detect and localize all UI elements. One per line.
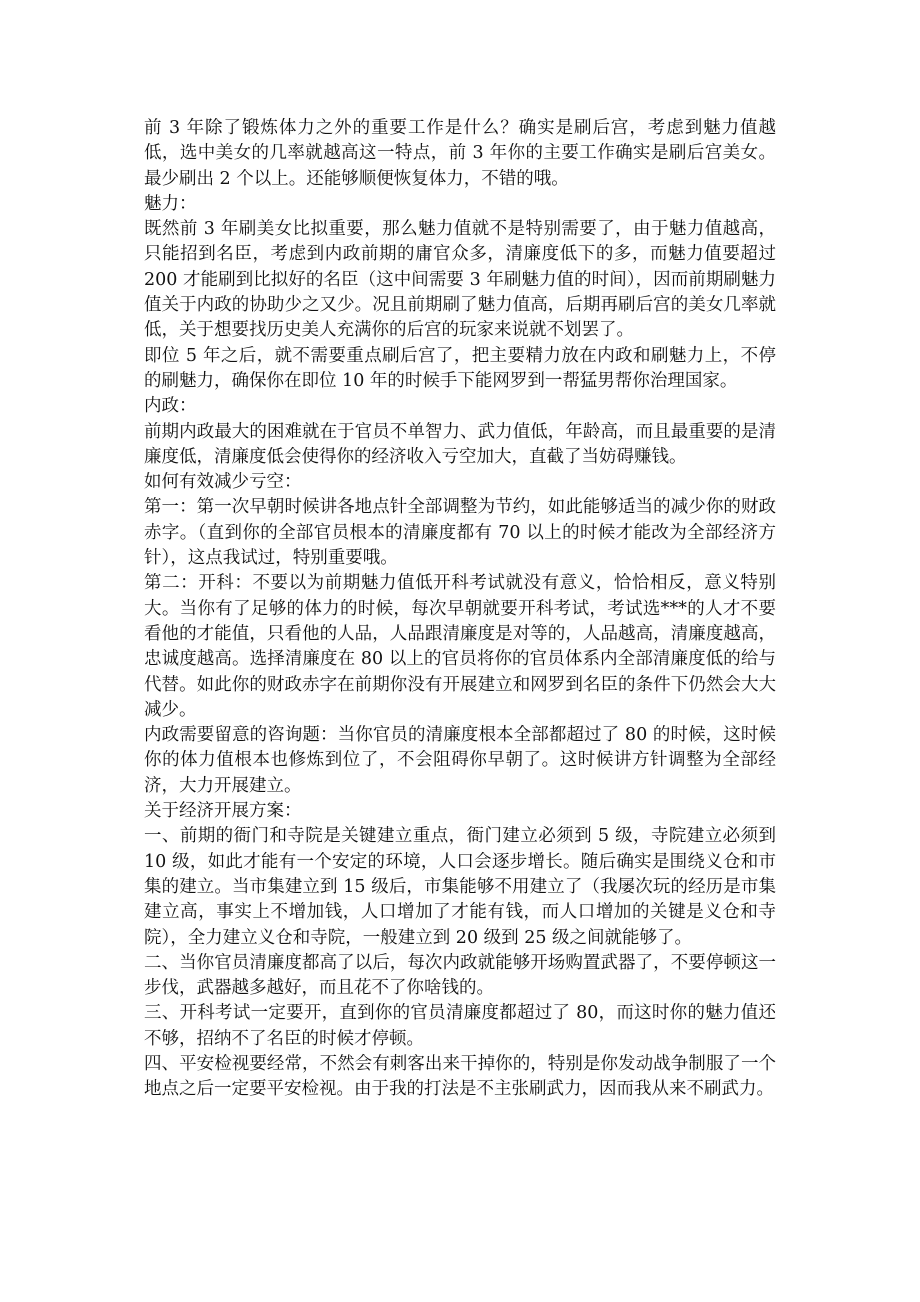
paragraph-internal-notes: 内政需要留意的咨询题：当你官员的清廉度根本全部都超过了 80 的时候，这时候你的体力值根本也修炼到位了，不会阻碍你早朝了。这时候讲方针调整为全部经济，大力开展建立。 (144, 725, 776, 796)
paragraph-charm: 既然前 3 年刷美女比拟重要，那么魅力值就不是特别需要了，由于魅力值越高，只能招到名臣，考虑到内政前期的庸官众多，清廉度低下的多，而魅力值要超过 200 才能刷到比拟好的名臣（这中间需要 3 年刷魅力值的时间），因而前期刷魅力值关于内政的协助少之又少。况且前期刷了魅力值高，后期再刷后宫的美女几率就低，关于想要找历史美人充满你的后宫的玩家来说就不划罢了。 (144, 219, 776, 341)
paragraph-harem-intro: 前 3 年除了锻炼体力之外的重要工作是什么？确实是刷后宫，考虑到魅力值越低，选中美女的几率就越高这一特点，前 3 年你的主要工作确实是刷后宫美女。最少刷出 2 个以上。还能够顺便恢复体力，不错的哦。 (144, 118, 776, 189)
paragraph-internal-affairs: 前期内政最大的困难就在于官员不单智力、武力值低，年龄高，而且最重要的是清廉度低，清廉度低会使得你的经济收入亏空加大，直截了当妨碍赚钱。 (144, 421, 776, 467)
heading-reduce-deficit: 如何有效减少亏空： (144, 472, 302, 493)
heading-internal-affairs: 内政： (144, 396, 197, 417)
heading-economic-plan: 关于经济开展方案： (144, 801, 302, 822)
paragraph-plan-three: 三、开科考试一定要开，直到你的官员清廉度都超过了 80，而这时你的魅力值还不够，招纳不了名臣的时候才停顿。 (144, 1003, 776, 1049)
heading-charm: 魅力： (144, 193, 197, 214)
paragraph-first-point: 第一：第一次早朝时候讲各地点针全部调整为节约，如此能够适当的减少你的财政赤字。（直到你的全部官员根本的清廉度都有 70 以上的时候才能改为全部经济方针），这点我试过，特别重要哦。 (144, 497, 776, 569)
paragraph-plan-two: 二、当你官员清廉度都高了以后，每次内政就能够开场购置武器了，不要停顿这一步伐，武器越多越好，而且花不了你啥钱的。 (144, 952, 776, 999)
paragraph-second-point: 第二：开科：不要以为前期魅力值低开科考试就没有意义，恰恰相反，意义特别大。当你有了足够的体力的时候，每次早朝就要开科考试，考试选***的人才不要看他的才能值，只看他的人品，人品跟清廉度是对等的，人品越高，清廉度越高，忠诚度越高。选择清廉度在 80 以上的官员将你的官员体系内全部清廉度低的给与代替。如此你的财政赤字在前期你没有开展建立和网罗到名臣的条件下仍然会大大减少。 (144, 573, 776, 720)
paragraph-plan-four: 四、平安检视要经常，不然会有刺客出来干掉你的，特别是你发动战争制服了一个地点之后一定要平安检视。由于我的打法是不主张刷武力，因而我从来不刷武力。 (144, 1053, 776, 1100)
paragraph-plan-one: 一、前期的衙门和寺院是关键建立重点，衙门建立必须到 5 级，寺院建立必须到 10 级，如此才能有一个安定的环境，人口会逐步增长。随后确实是围绕义仓和市集的建立。当市集建立到 15 级后，市集能够不用建立了（我屡次玩的经历是市集建立高，事实上不增加钱，人口增加了才能有钱，而人口增加的关键是义仓和寺院），全力建立义仓和寺院，一般建立到 20 级到 25 级之间就能够了。 (144, 826, 776, 948)
paragraph-after-five-years: 即位 5 年之后，就不需要重点刷后宫了，把主要精力放在内政和刷魅力上，不停的刷魅力，确保你在即位 10 年的时候手下能网罗到一帮猛男帮你治理国家。 (144, 345, 776, 391)
document-body (144, 116, 776, 1103)
